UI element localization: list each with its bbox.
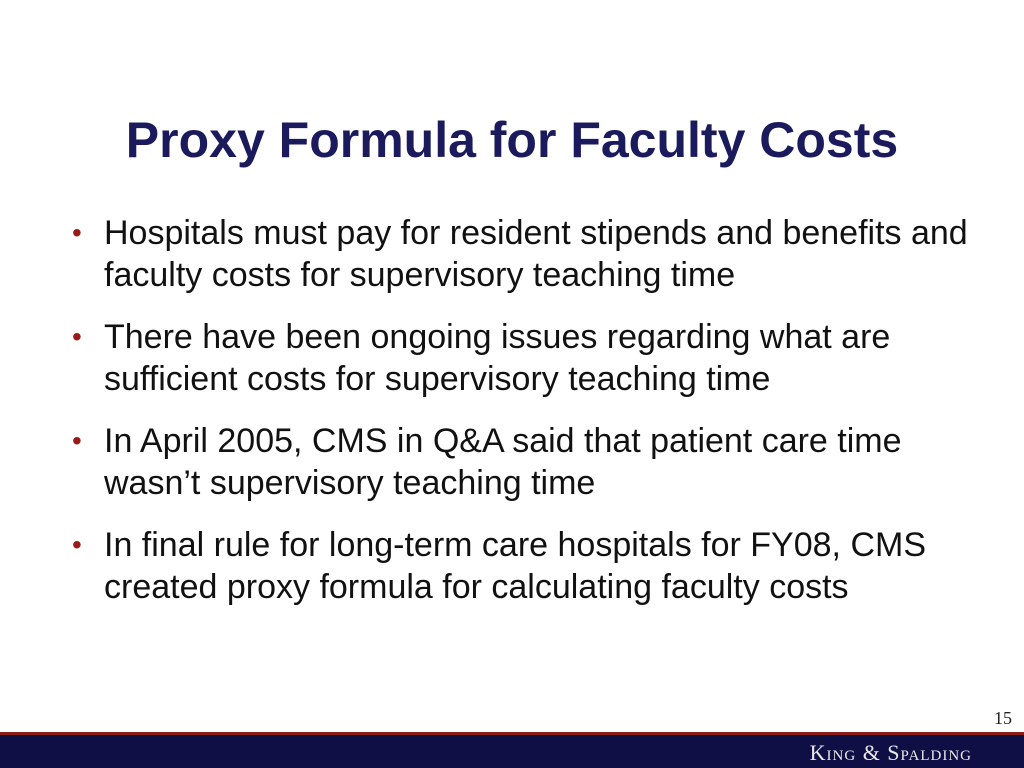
bullet-marker: •: [72, 425, 82, 456]
bullet-text: Hospitals must pay for resident stipends and benefits and faculty costs for supervisory teaching time: [104, 214, 968, 294]
bullet-text: In final rule for long-term care hospitals for FY08, CMS created proxy formula for calculating faculty costs: [104, 526, 926, 606]
bullet-item: [60, 524, 980, 608]
bullet-marker: •: [72, 321, 82, 352]
bullet-item: [60, 420, 980, 504]
bullet-marker: •: [72, 529, 82, 560]
page-number: 15: [994, 708, 1012, 728]
company-logo: King & Spalding: [809, 740, 972, 765]
slide-title: Proxy Formula for Faculty Costs: [125, 112, 899, 168]
bullet-text: In April 2005, CMS in Q&A said that patient care time wasn’t supervisory teaching time: [104, 422, 902, 502]
bullet-text: There have been ongoing issues regarding what are sufficient costs for supervisory teaching time: [104, 318, 891, 398]
bullet-item: [60, 316, 980, 400]
bullet-marker: •: [72, 217, 82, 248]
bullet-item: [60, 212, 980, 296]
bullet-list: [60, 212, 980, 628]
